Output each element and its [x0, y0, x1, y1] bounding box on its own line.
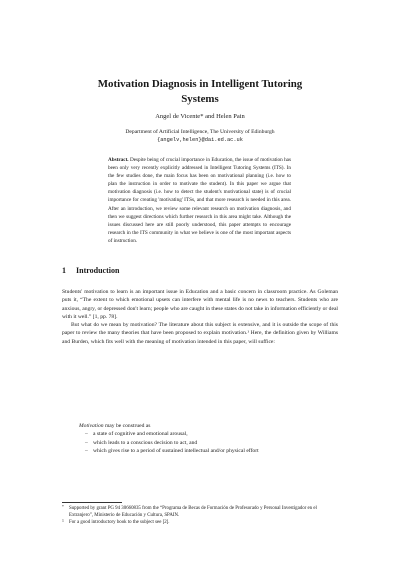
paragraph-1: Students' motivation to learn is an important issue in Education and a basic concern in classroom practice. As Goleman puts it, “The extent to which emotional upsets can interfere with mental life is no news to teachers. Students who are anxious, angry, or depressed don't learn; people who are caught in these states do not take in information efficiently or deal with it well.” [1, pp. 78].: [62, 289, 338, 320]
footnote-text: Supported by grant PG 94 30660835 from the “Programa de Becas de Formación de Profesorado y Personal Investigador en el Extranjero”, Ministerio de Educación y Cultura, SPAIN.: [69, 506, 317, 519]
abstract-text: Despite being of crucial importance in Education, the issue of motivation has been only very recently explicitly addressed in Intelligent Tutoring Systems (ITS). In the few studies done, the main focus has been on motivational planning (i.e. how to plan the instruction in order to motivate the student). In this paper we argue that motivation diagnosis (i.e. how to detect the student's motivational state) is of crucial importance for creating 'motivating' ITSs, and that more research is needed in this area. After an introduction, we review some relevant research on motivation diagnosis, and then we suggest directions which further research in this area might take. Although the issues discussed here are still poorly understood, this paper attempts to encourage research in the ITS community in what we believe is one of the most important aspects of instruction.: [108, 157, 291, 244]
definition-list: [79, 430, 329, 455]
definition-item: – which gives rise to a period of sustained intellectual and/or physical effort: [85, 447, 329, 455]
affiliation: Department of Artificial Intelligence, The University of Edinburgh: [125, 129, 275, 135]
section-number: 1: [62, 266, 66, 275]
definition-lead-rest: may be construed as: [103, 423, 151, 429]
body-text: [62, 288, 338, 346]
paper-title: [60, 77, 340, 107]
footnotes: [62, 505, 338, 526]
abstract-label: Abstract.: [108, 157, 129, 163]
authors: Angel de Vicente* and Helen Pain: [155, 113, 245, 120]
definition-block: [79, 422, 329, 455]
definition-item: – which leads to a conscious decision to act, and: [85, 439, 329, 447]
footnote-mark: 1: [62, 519, 64, 524]
title-line-1: Motivation Diagnosis in Intelligent Tutoring: [97, 78, 303, 90]
abstract: [108, 156, 291, 245]
footnote-text: For a good introductory book to the subject see [2].: [69, 520, 170, 526]
footnote-mark: *: [62, 505, 64, 509]
definition-term: Motivation: [79, 423, 104, 429]
section-heading: [62, 266, 338, 276]
email: {angelv,helen}@dai.ed.ac.uk: [157, 136, 243, 143]
affiliation-block: [60, 129, 340, 144]
footnote: [62, 519, 338, 526]
footnote: [62, 505, 338, 519]
title-line-2: Systems: [181, 93, 219, 105]
footnote-rule: [62, 502, 122, 503]
definition-lead: [79, 422, 329, 430]
definition-item: – a state of cognitive and emotional arousal,: [85, 430, 329, 438]
section-title: Introduction: [76, 266, 120, 275]
paragraph-2: But what do we mean by motivation? The literature about this subject is extensive, and it is outside the scope of this paper to review the many theories that have been proposed to explain motivation.¹ Here, the definition given by Williams and Burden, which fits well with the meaning of motivation intended in this paper, will suffice:: [62, 322, 338, 345]
